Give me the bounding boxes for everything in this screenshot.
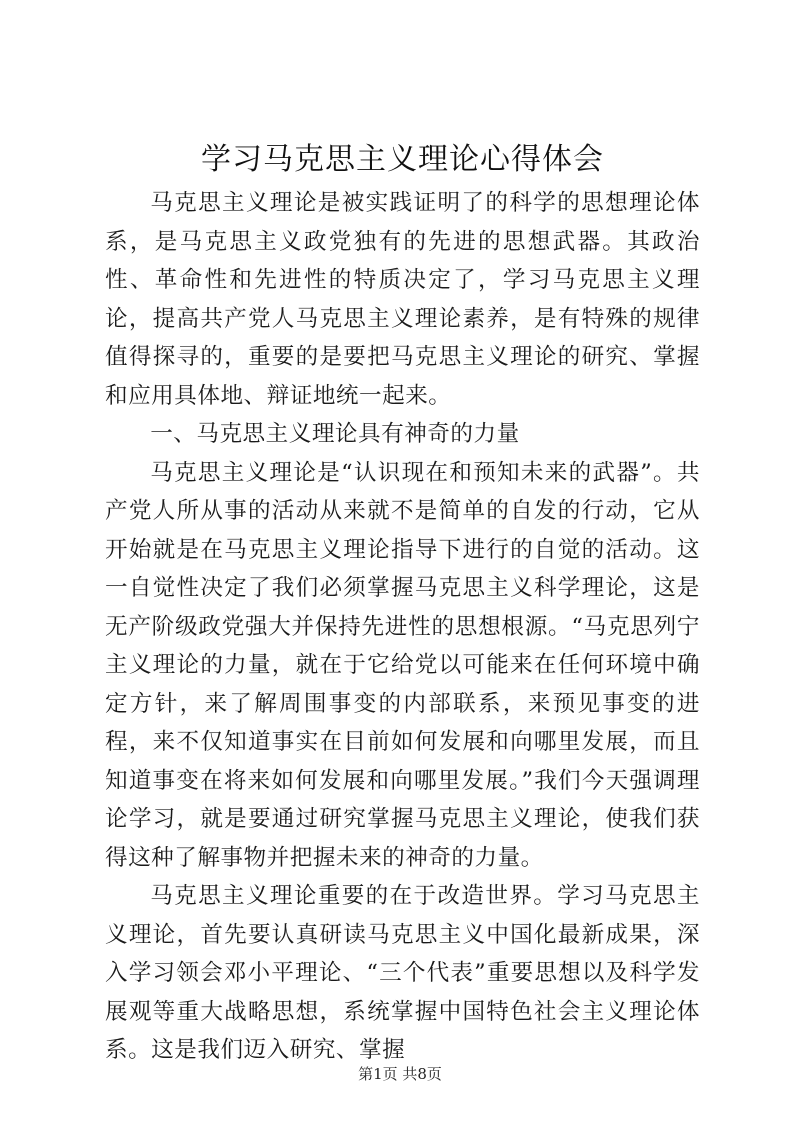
- paragraph-intro: 马克思主义理论是被实践证明了的科学的思想理论体系，是马克思主义政党独有的先进的思想武器。其政治性、革命性和先进性的特质决定了，学习马克思主义理论，提高共产党人马克思主义理论素养，是有特殊的规律值得探寻的，重要的是要把马克思主义理论的研究、掌握和应用具体地、辩证地统一起来。: [105, 190, 700, 409]
- paragraph-body-1: 马克思主义理论是“认识现在和预知未来的武器”。共产党人所从事的活动从来就不是简单的自发的行动，它从开始就是在马克思主义理论指导下进行的自觉的活动。这一自觉性决定了我们必须掌握马克思主义科学理论，这是无产阶级政党强大并保持先进性的思想根源。“马克思列宁主义理论的力量，就在于它给党以可能来在任何环境中确定方针，来了解周围事变的内部联系，来预见事变的进程，来不仅知道事实在目前如何发展和向哪里发展，而且知道事变在将来如何发展和向哪里发展。”我们今天强调理论学习，就是要通过研究掌握马克思主义理论，使我们获得这种了解事物并把握未来的神奇的力量。: [105, 459, 700, 871]
- paragraph-body-2: 马克思主义理论重要的在于改造世界。学习马克思主义理论，首先要认真研读马克思主义中国化最新成果，深入学习领会邓小平理论、“三个代表”重要思想以及科学发展观等重大战略思想，系统掌握中国特色社会主义理论体系。这是我们迈入研究、掌握: [105, 883, 700, 1063]
- section-heading: 一、马克思主义理论具有神奇的力量: [150, 421, 520, 447]
- document-title: 学习马克思主义理论心得体会: [201, 142, 604, 177]
- page-number-footer: 第1页 共8页: [358, 1065, 442, 1083]
- document-page: [105, 138, 700, 1070]
